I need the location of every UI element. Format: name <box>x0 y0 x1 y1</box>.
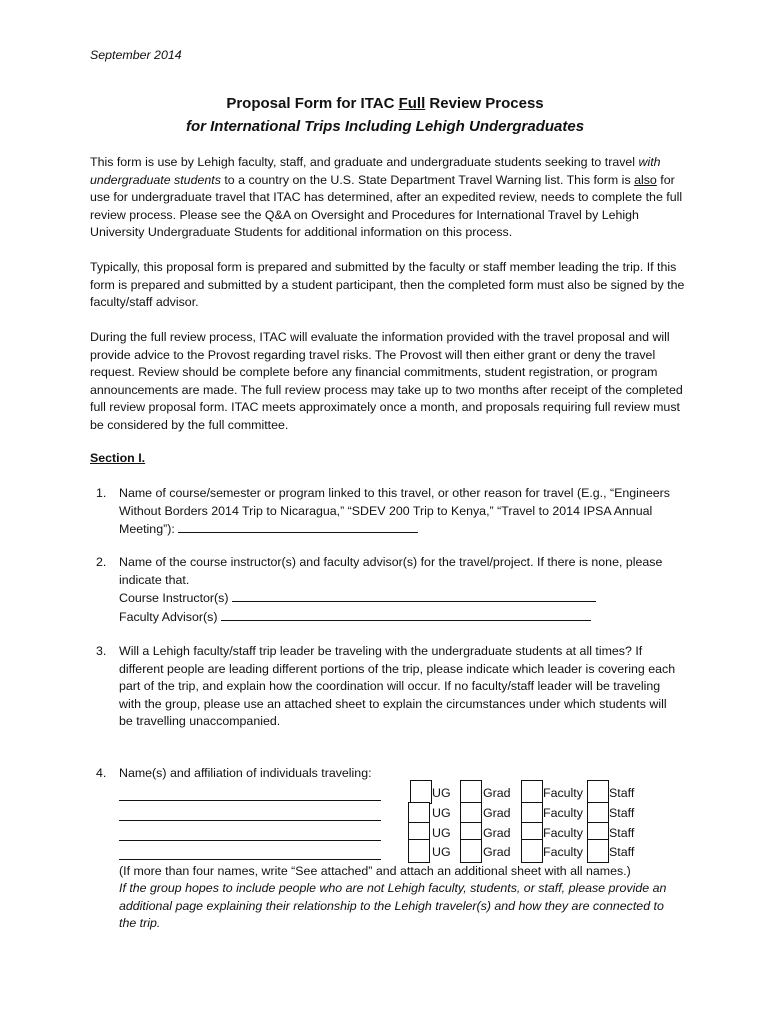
form-page: September 2014 Proposal Form for ITAC Full Review Process for International Trips Including Lehigh Undergraduates This form is use by Lehigh faculty, staff, and graduate and undergraduate students seeking to travel with undergraduate students to a country on the U.S. State Department Travel Warning list. This form is also for use for undergraduate travel that ITAC has determined, after an expedited review, needs to complete the full review process. Please see the Q&A on Oversight and Procedures for International Travel by Lehigh University Undergraduate Students for additional information on this process. Typically, this proposal form is prepared and submitted by the faculty or staff member leading the trip. If this form is prepared and submitted by a student participant, then the completed form must also be signed by the faculty/staff advisor. During the full review process, ITAC will evaluate the information provided with the travel proposal and will provide advice to the Provost regarding travel risks. The Provost will then either grant or deny the travel request. Review should be complete before any financial commitments, student registration, or program announcements are made. The full review process may take up to two months after receipt of the completed full review proposal form. ITAC meets approximately once a month, and proposals requiring full review must be considered by the full committee. Section I. 1. Name of course/semester or program linked to this travel, or other reason for travel (E.g., “Engineers Without Borders 2014 Trip to Nicaragua,” “SDEV 200 Trip to Kenya,” “Travel to 2014 IPSA Annual Meeting”): 2. Name of the course instructor(s) and faculty advisor(s) for the travel/project. If there is none, please indicate that. Course Instructor(s) Faculty Advisor(s) 3. Will a Lehigh faculty/staff trip leader be traveling with the undergraduate students at all times? If different people are leading different portions of the trip, please indicate which leader is covering each part of the trip, and explain how the coordination will occur. If no faculty/staff leader will be traveling with the group, please use an attached sheet to explain the circumstances under which students will be travelling unaccompanied. 4. Name(s) and affiliation of individuals traveling: UG Grad Faculty Staff UG Grad Faculty Staff UG Grad Faculty Staff UG Grad Faculty Staff (If more than four names, write “See attached” and attach an additional sheet with all names.) If the group hopes to include people who are not Lehigh faculty, students, or staff, please provide an additional page explaining their relationship to the Lehigh traveler(s) and how they are connected to the trip. <box>0 0 770 1024</box>
ug-checkbox[interactable] <box>410 780 432 804</box>
staff-checkbox[interactable] <box>587 780 609 804</box>
staff-checkbox[interactable] <box>587 839 609 863</box>
intro-paragraph-1: This form is use by Lehigh faculty, staff, and graduate and undergraduate students seeking to travel with undergraduate students to a country on the U.S. State Department Travel Warning list. This form is also for use for undergraduate travel that ITAC has determined, after an expedited review, needs to complete the full review process. Please see the Q&A on Oversight and Procedures for International Travel by Lehigh University Undergraduate Students for additional information on this process. <box>90 155 683 240</box>
document-date: September 2014 <box>90 48 182 62</box>
form-subtitle: for International Trips Including Lehigh Undergraduates <box>185 118 585 135</box>
question-3: 3. Will a Lehigh faculty/staff trip leader be traveling with the undergraduate students at all times? If different people are leading different portions of the trip, please indicate which leader is covering each part of the trip, and explain how the coordination will occur. If no faculty/staff leader will be traveling with the group, please use an attached sheet to explain the circumstances under which students will be travelling unaccompanied. <box>96 644 676 729</box>
faculty-checkbox[interactable] <box>521 780 543 804</box>
traveler-name-field[interactable] <box>119 840 381 841</box>
question-2: 2. Name of the course instructor(s) and faculty advisor(s) for the travel/project. If there is none, please indicate that. Course Instructor(s) Faculty Advisor(s) <box>96 555 663 624</box>
traveler-name-field[interactable] <box>119 800 381 801</box>
faculty-checkbox[interactable] <box>521 839 543 863</box>
course-instructor-field[interactable] <box>232 589 596 602</box>
travel-reason-field[interactable] <box>178 520 418 533</box>
traveler-name-field[interactable] <box>119 859 381 860</box>
traveler-name-field[interactable] <box>119 820 381 821</box>
section-heading: Section I. <box>90 451 146 465</box>
form-title: Proposal Form for ITAC Full Review Process <box>226 95 544 112</box>
grad-checkbox[interactable] <box>460 780 482 804</box>
question-1: 1. Name of course/semester or program linked to this travel, or other reason for travel (E.g., “Engineers Without Borders 2014 Trip to Nicaragua,” “SDEV 200 Trip to Kenya,” “Travel to 2014 IPSA Annual Meeting”): <box>96 486 670 537</box>
traveler-note: (If more than four names, write “See attached” and attach an additional sheet with all names.) <box>119 864 631 878</box>
question-4: 4. Name(s) and affiliation of individuals traveling: <box>96 766 372 780</box>
intro-paragraph-2: Typically, this proposal form is prepared and submitted by the faculty or staff member leading the trip. If this form is prepared and submitted by a student participant, then the completed form must also be signed by the faculty/staff advisor. <box>90 260 685 310</box>
grad-checkbox[interactable] <box>460 839 482 863</box>
faculty-advisor-field[interactable] <box>221 608 591 621</box>
traveler-note-italic: If the group hopes to include people who are not Lehigh faculty, students, or staff, please provide an additional page explaining their relationship to the Lehigh traveler(s) and how they are connected to the trip. <box>119 881 667 931</box>
ug-checkbox[interactable] <box>408 839 430 863</box>
intro-paragraph-3: During the full review process, ITAC will evaluate the information provided with the travel proposal and will provide advice to the Provost regarding travel risks. The Provost will then either grant or deny the travel request. Review should be complete before any financial commitments, student registration, or program announcements are made. The full review process may take up to two months after receipt of the completed full review proposal form. ITAC meets approximately once a month, and proposals requiring full review must be considered by the full committee. <box>90 330 683 432</box>
